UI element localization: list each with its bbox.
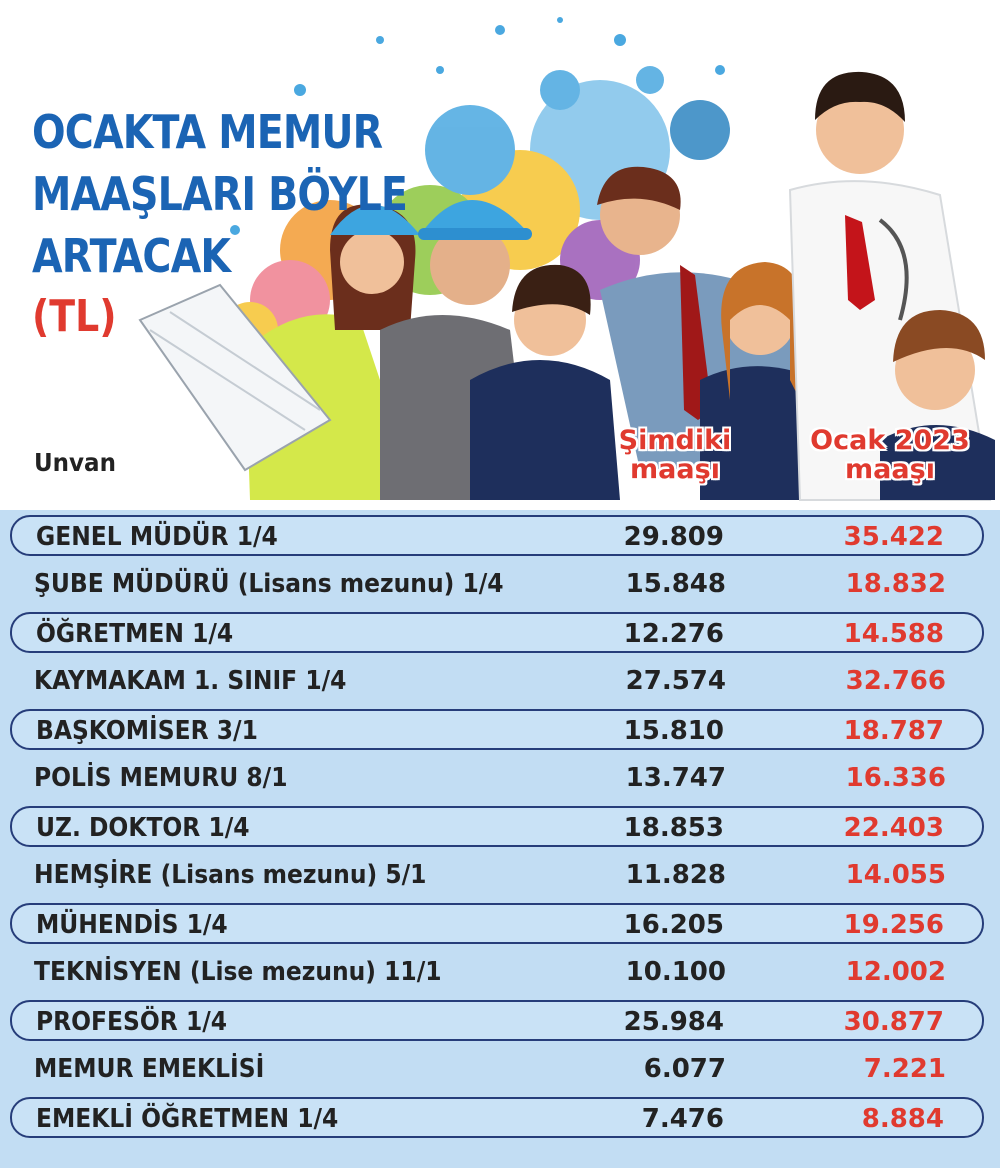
row-current-salary: 29.809 — [623, 522, 724, 552]
row-title: ŞUBE MÜDÜRÜ (Lisans mezunu) 1/4 — [34, 569, 504, 599]
row-new-salary: 12.002 — [845, 957, 946, 987]
row-new-salary: 19.256 — [843, 910, 944, 940]
table-row — [10, 806, 984, 847]
table-row — [10, 1049, 984, 1090]
column-header-current-line-1: Şimdiki — [618, 425, 732, 456]
row-title: MÜHENDİS 1/4 — [36, 910, 228, 940]
row-current-salary: 27.574 — [625, 666, 726, 696]
row-title: POLİS MEMURU 8/1 — [34, 763, 288, 793]
row-current-salary: 12.276 — [623, 619, 724, 649]
table-row — [10, 515, 984, 556]
row-new-salary: 18.787 — [843, 716, 944, 746]
row-title: BAŞKOMİSER 3/1 — [36, 716, 258, 746]
table-row — [10, 564, 984, 605]
row-new-salary: 14.588 — [843, 619, 944, 649]
row-current-salary: 13.747 — [625, 763, 726, 793]
table-row — [10, 903, 984, 944]
row-title: KAYMAKAM 1. SINIF 1/4 — [34, 666, 347, 696]
row-current-salary: 16.205 — [623, 910, 724, 940]
table-row — [10, 1000, 984, 1041]
row-title: PROFESÖR 1/4 — [36, 1007, 228, 1037]
column-header-current — [585, 426, 765, 484]
column-header-title: Unvan — [34, 448, 116, 477]
row-new-salary: 35.422 — [843, 522, 944, 552]
row-current-salary: 7.476 — [641, 1104, 724, 1134]
table-row — [10, 709, 984, 750]
title-line-3: ARTACAK — [32, 229, 231, 283]
row-new-salary: 22.403 — [843, 813, 944, 843]
column-header-current-line-2: maaşı — [630, 454, 720, 485]
row-current-salary: 15.848 — [625, 569, 726, 599]
column-header-next — [790, 426, 990, 484]
row-new-salary: 32.766 — [845, 666, 946, 696]
row-new-salary: 8.884 — [861, 1104, 944, 1134]
row-new-salary: 16.336 — [845, 763, 946, 793]
row-title: HEMŞİRE (Lisans mezunu) 5/1 — [34, 860, 427, 890]
table-row — [10, 952, 984, 993]
column-header-next-line-1: Ocak 2023 — [810, 425, 970, 456]
row-current-salary: 10.100 — [625, 957, 726, 987]
table-row — [10, 855, 984, 896]
row-title: ÖĞRETMEN 1/4 — [36, 619, 234, 649]
table-row — [10, 1097, 984, 1138]
row-current-salary: 11.828 — [625, 860, 726, 890]
title-line-1: OCAKTA MEMUR — [32, 105, 383, 159]
row-current-salary: 6.077 — [643, 1054, 726, 1084]
row-title: TEKNİSYEN (Lise mezunu) 11/1 — [34, 957, 442, 987]
row-current-salary: 25.984 — [623, 1007, 724, 1037]
row-title: EMEKLİ ÖĞRETMEN 1/4 — [36, 1104, 339, 1134]
row-current-salary: 18.853 — [623, 813, 724, 843]
row-new-salary: 18.832 — [845, 569, 946, 599]
header-area — [0, 0, 1000, 510]
table-row — [10, 612, 984, 653]
row-title: GENEL MÜDÜR 1/4 — [36, 522, 278, 552]
title-line-2: MAAŞLARI BÖYLE — [32, 167, 408, 221]
row-new-salary: 14.055 — [845, 860, 946, 890]
row-title: UZ. DOKTOR 1/4 — [36, 813, 250, 843]
row-new-salary: 30.877 — [843, 1007, 944, 1037]
row-title: MEMUR EMEKLİSİ — [34, 1054, 265, 1084]
row-current-salary: 15.810 — [623, 716, 724, 746]
title-unit: (TL) — [32, 291, 117, 342]
table-row — [10, 661, 984, 702]
column-header-next-line-2: maaşı — [845, 454, 935, 485]
salary-table — [0, 510, 1000, 1168]
row-new-salary: 7.221 — [863, 1054, 946, 1084]
table-row — [10, 758, 984, 799]
